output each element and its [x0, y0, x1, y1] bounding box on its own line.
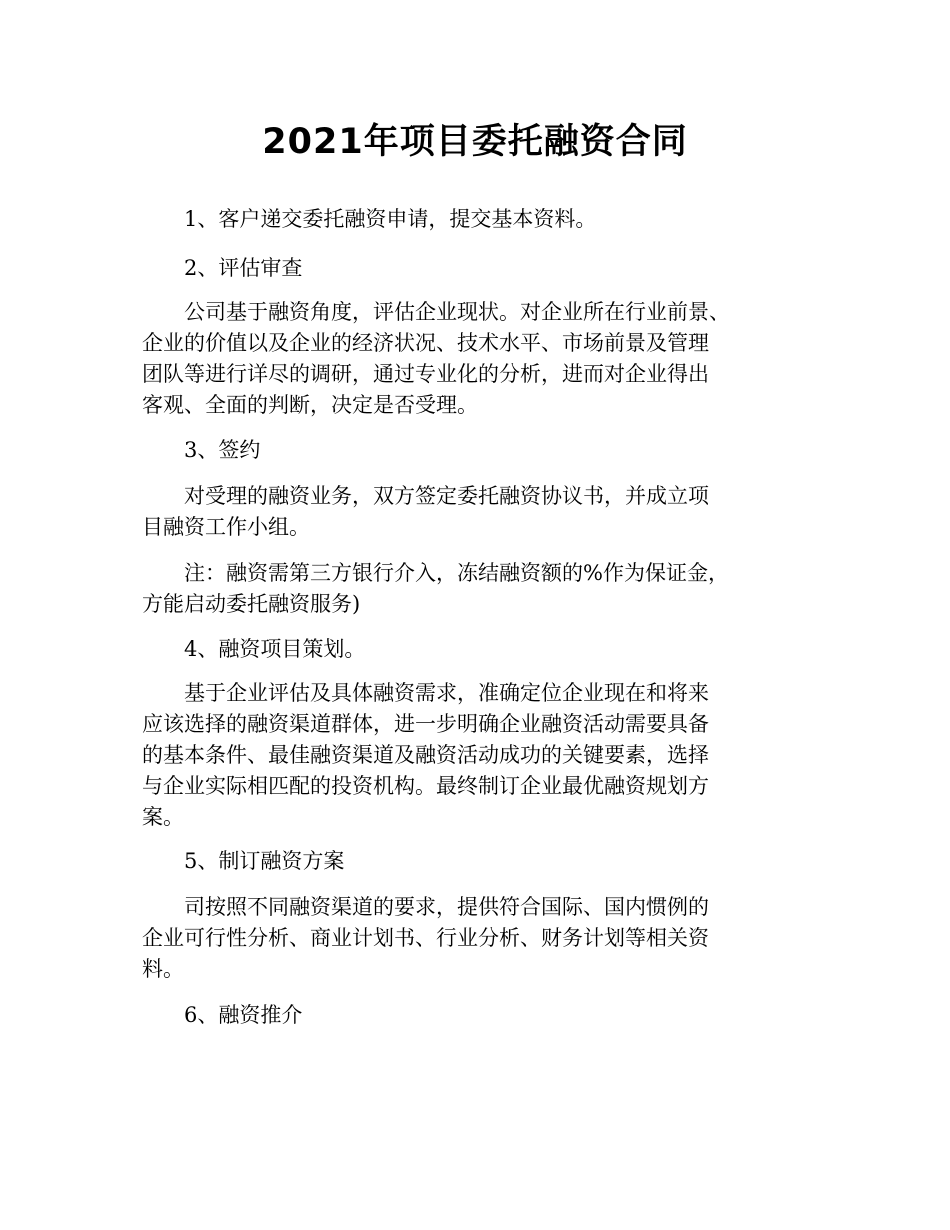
text-line: 注：融资需第三方银行介入，冻结融资额的%作为保证金，	[184, 561, 729, 585]
text-line: 对受理的融资业务，双方签定委托融资协议书，并成立项	[184, 484, 709, 508]
text-line: 案。	[142, 805, 184, 829]
text-line: 4、融资项目策划。	[184, 637, 366, 661]
text-line: 应该选择的融资渠道群体，进一步明确企业融资活动需要具备	[142, 712, 709, 736]
heading-step-2	[142, 253, 814, 284]
text-line: 目融资工作小组。	[142, 515, 310, 539]
text-line: 5、制订融资方案	[184, 849, 345, 873]
text-line: 基于企业评估及具体融资需求，准确定位企业现在和将来	[184, 681, 709, 705]
text-line: 团队等进行详尽的调研，通过专业化的分析，进而对企业得出	[142, 362, 709, 386]
text-line: 公司基于融资角度，评估企业现状。对企业所在行业前景、	[184, 300, 730, 324]
text-line: 的基本条件、最佳融资渠道及融资活动成功的关键要素，选择	[142, 743, 709, 767]
text-line: 3、签约	[184, 438, 261, 462]
text-line: 客观、全面的判断，决定是否受理。	[142, 393, 478, 417]
document-title: 2021年项目委托融资合同	[262, 122, 688, 162]
text-line: 企业的价值以及企业的经济状况、技术水平、市场前景及管理	[142, 331, 709, 355]
paragraph-evaluation	[142, 297, 814, 421]
paragraph-signing	[142, 481, 814, 543]
paragraph-planning	[142, 678, 814, 833]
paragraph-scheme	[142, 892, 814, 985]
text-line: 司按照不同融资渠道的要求，提供符合国际、国内惯例的	[184, 895, 709, 919]
text-line: 1、客户递交委托融资申请，提交基本资料。	[184, 207, 597, 231]
text-line: 2、评估审查	[184, 256, 303, 280]
text-line: 方能启动委托融资服务)	[142, 592, 361, 616]
text-line: 料。	[142, 957, 184, 981]
heading-step-5	[142, 846, 814, 877]
text-line: 与企业实际相匹配的投资机构。最终制订企业最优融资规划方	[142, 774, 709, 798]
heading-step-6	[142, 1000, 814, 1031]
text-line: 6、融资推介	[184, 1003, 303, 1027]
text-line: 企业可行性分析、商业计划书、行业分析、财务计划等相关资	[142, 926, 709, 950]
heading-step-3	[142, 435, 814, 466]
paragraph-step-1	[142, 204, 814, 235]
heading-step-4	[142, 634, 814, 665]
paragraph-note	[142, 558, 814, 620]
